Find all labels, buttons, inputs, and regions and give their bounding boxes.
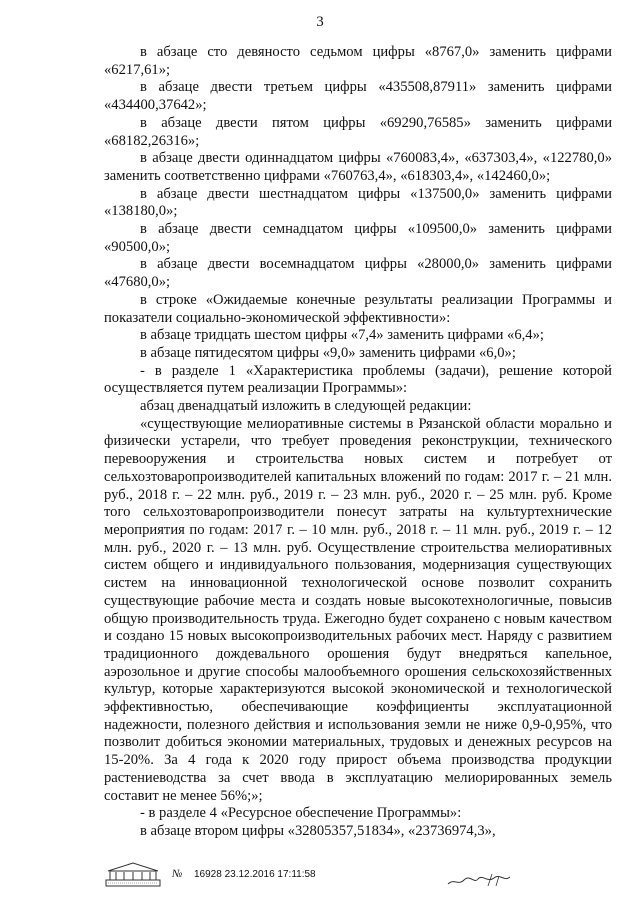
paragraph: в абзаце втором цифры «32805357,51834», «23736974,3», [140, 822, 496, 839]
paragraph: - в разделе 1 «Характеристика проблемы (задачи), решение которой осуществляется путем реализации Программы»: [104, 362, 612, 397]
paragraph: в абзаце двести шестнадцатом цифры «137500,0» заменить цифрами «138180,0»; [104, 185, 612, 220]
paragraph: в абзаце двести пятом цифры «69290,76585» заменить цифрами «68182,26316»; [104, 114, 612, 149]
handwritten-signature-icon [444, 868, 514, 890]
paragraph: - в разделе 4 «Ресурсное обеспечение Программы»: [140, 805, 462, 822]
paragraph: в строке «Ожидаемые конечные результаты реализации Программы и показатели социально-экономической эффективности»: [104, 291, 612, 326]
registration-stamp-text: 16928 23.12.2016 17:11:58 [194, 869, 316, 880]
paragraph: в абзаце пятидесятом цифры «9,0» заменить цифрами «6,0»; [140, 344, 516, 361]
paragraph: в абзаце двести семнадцатом цифры «109500,0» заменить цифрами «90500,0»; [104, 221, 612, 255]
paragraph: в абзаце двести третьем цифры «435508,87911» заменить цифрами «434400,37642»; [104, 79, 612, 114]
page-number: 3 [316, 14, 324, 30]
paragraph: «существующие мелиоративные системы в Рязанской области морально и физически устарели, что требует проведения реконструкции, технического перевооружения и строительства новых систем и потребует от сельхозтоваропроизводителей капитальных вложений по годам: 2017 г. – 21 млн. руб., 2018 г. – 22 млн. руб., 2019 г. – 23 млн. руб., 2020 г. – 25 млн. руб. Кроме того сельхозтоваропроизводители понесут затраты на культуртехнические мероприятия по годам: 2017 г. – 10 млн. руб., 2018 г. – 11 млн. руб., 2019 г. – 12 млн. руб., 2020 г. – 13 млн. руб. Осуществление строительства мелиоративных систем общего и индивидуального пользования, модернизация существующих систем на инновационной технологической основе позволит сохранить существующие рабочие места и создать новые высокотехнологичные, повысив общую производительность труда. Ежегодно будет сохранено с новым качеством и создано 15 новых высокопроизводительных рабочих мест. Наряду с развитием традиционного дождевального орошения будут внедряться капельное, аэрозольное и другие способы малообъемного орошения сельскохозяйственных культур, которые характеризуются высокой экономической и технологической эффективностью, обеспечивающие коэффициенты эксплуатационной надежности, полезного действия и использования земли не ниже 0,9-0,95%, что позволит добиться экономии материальных, трудовых и денежных ресурсов на 15-20%. За 4 года к 2020 году прирост объема производства продукции растениеводства за счет ввода в эксплуатацию мелиорированных земель составит не менее 56%;»; [104, 415, 612, 804]
government-building-seal-icon [104, 860, 162, 888]
paragraph: в абзаце двести одиннадцатом цифры «760083,4», «637303,4», «122780,0» заменить соответственно цифрами «760763,4», «618303,4», «142460,0»; [104, 150, 612, 184]
document-body [104, 44, 612, 841]
registration-number-mark: № [172, 868, 183, 880]
paragraph: в абзаце тридцать шестом цифры «7,4» заменить цифрами «6,4»; [140, 327, 544, 344]
paragraph: абзац двенадцатый изложить в следующей редакции: [140, 398, 472, 415]
paragraph: в абзаце двести восемнадцатом цифры «28000,0» заменить цифрами «47680,0»; [104, 256, 612, 291]
paragraph: в абзаце сто девяносто седьмом цифры «8767,0» заменить цифрами «6217,61»; [104, 44, 612, 78]
registration-footer [104, 860, 612, 890]
